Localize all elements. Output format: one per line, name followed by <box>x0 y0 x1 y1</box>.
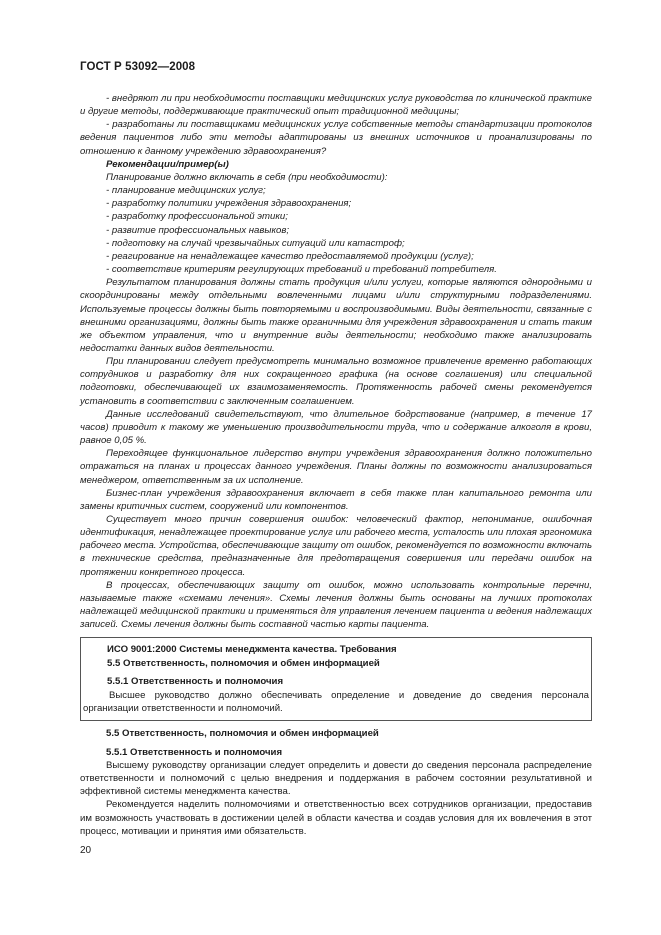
paragraph: Данные исследований свидетельствуют, что длительное бодрствование (например, в течение 17 часов) приводит к такому же уменьшению производительности труда, что и содержание алкоголя в крови, равное 0,05 %. <box>80 408 592 447</box>
iso-box-section: 5.5 Ответственность, полномочия и обмен информацией <box>107 657 380 669</box>
list-item: - разработку политики учреждения здравоохранения; <box>106 198 352 210</box>
paragraph: Результатом планирования должны стать продукция и/или услуги, которые являются однородными и скоординированы между отдельными вовлеченными лицами и/или структурными подразделениями. Используемые процессы должны быть повторяемыми и воспроизводимыми. Виды деятельности, связанные с внешними организациями, должны быть также органичными для учреждения здравоохранения и стать таким же объектом управления, что и внутренние виды деятельности; необходимо также анализировать недостатки данных видов деятельности. <box>80 277 592 354</box>
recommendations-heading: Рекомендации/пример(ы) <box>106 158 229 170</box>
paragraph: Бизнес-план учреждения здравоохранения включает в себя также план капитального ремонта или замены критичных систем, сооружений или компонентов. <box>80 487 592 512</box>
document-header: ГОСТ Р 53092—2008 <box>80 61 196 73</box>
section-heading: 5.5 Ответственность, полномочия и обмен информацией <box>106 728 379 739</box>
iso-box-title: ИСО 9001:2000 Системы менеджмента качества. Требования <box>107 644 397 655</box>
paragraph: При планировании следует предусмотреть минимально возможное привлечение временно работающих сотрудников и разработку для них сокращенного графика (на основе соглашения) или специальной подготовки, обеспечивающей их взаимозаменяемость. Протяженность рабочей смены рекомендуется установить в соответствии с заключенным соглашением. <box>80 356 592 407</box>
section-text <box>80 727 592 838</box>
recommendations-intro: Планирование должно включать в себя (при необходимости): <box>106 171 388 183</box>
iso-quote-box <box>80 637 592 721</box>
paragraph: Рекомендуется наделить полномочиями и ответственностью всех сотрудников организации, предоставив им возможность участвовать в достижении целей в области качества и создав условия для их вовлечения в этот процесс, мотивации и принятия ими обязательств. <box>80 799 592 837</box>
subsection-heading: 5.5.1 Ответственность и полномочия <box>106 746 283 758</box>
list-item: - подготовку на случай чрезвычайных ситуаций или катастроф; <box>106 237 405 249</box>
iso-box-text: Высшее руководство должно обеспечивать определение и доведение до сведения персонала организации ответственности и полномочий. <box>83 689 589 714</box>
page-number: 20 <box>80 845 92 856</box>
paragraph: Переходящее функциональное лидерство внутри учреждения здравоохранения должно положительно отражаться на планах и процессах данного учреждения. Планы должны по возможности анализироваться менеджером, ответственным за их исполнение. <box>80 448 592 486</box>
list-item: - разработку профессиональной этики; <box>106 211 288 223</box>
list-item: - развитие профессиональных навыков; <box>106 224 290 236</box>
paragraph: - внедряют ли при необходимости поставщики медицинских услуг руководства по клинической практике и другие методы, поддерживающие практический опыт традиционной медицины; <box>80 93 592 118</box>
list-item: - соответствие критериям регулирующих требований и требований потребителя. <box>106 264 497 276</box>
paragraph: Существует много причин совершения ошибок: человеческий фактор, непонимание, ошибочная идентификация, ненадлежащее проектирование услуг или рабочего места, усталость или плохая эргономика рабочего места. Устройства, обеспечивающие защиту от ошибок, рекомендуется по возможности включать в технические средства, предназначенные для предотвращения совершения или передачи ошибок на протяжении конкретного процесса. <box>80 514 592 578</box>
list-item: - планирование медицинских услуг; <box>106 185 266 197</box>
main-text <box>80 92 592 631</box>
paragraph: Высшему руководству организации следует определить и довести до сведения персонала распределение ответственности и полномочий с целью внедрения и поддержания в рабочем состоянии результативной и эффективной системы менеджмента качества. <box>80 760 592 798</box>
iso-box-subsection: 5.5.1 Ответственность и полномочия <box>107 676 284 687</box>
paragraph: - разработаны ли поставщиками медицинских услуг собственные методы стандартизации протоколов ведения пациентов либо эти методы адаптированы из внешних источников и проанализированы по отношению к данному учреждению здравоохранения? <box>80 119 592 157</box>
paragraph: В процессах, обеспечивающих защиту от ошибок, можно использовать контрольные перечни, называемые также «схемами лечения». Схемы лечения должны быть основаны на лучших протоколах надлежащей медицинской практики и применяться для управления лечением пациента и ведения надлежащих записей. Схемы лечения должны быть составной частью карты пациента. <box>80 579 592 631</box>
list-item: - реагирование на ненадлежащее качество предоставляемой продукции (услуг); <box>106 250 474 262</box>
